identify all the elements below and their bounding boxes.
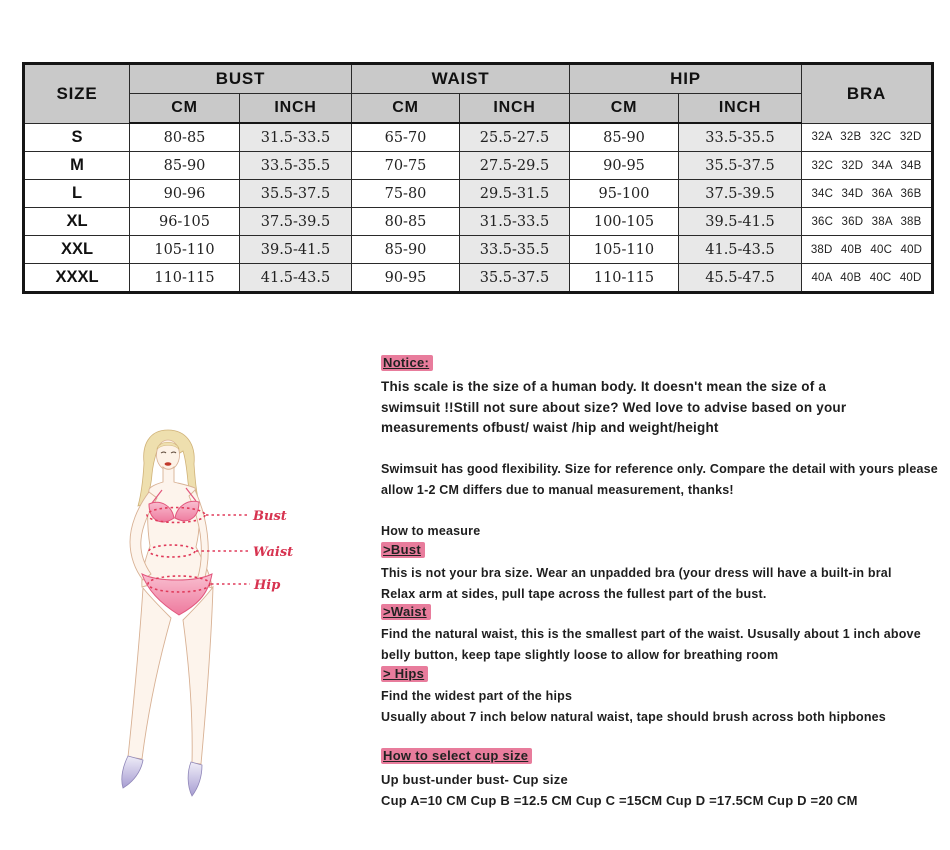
size-cell: XXXL — [24, 264, 130, 293]
size-cell: S — [24, 123, 130, 152]
hip-inch-cell: 33.5-35.5 — [679, 123, 802, 152]
bust-inch-cell: 41.5-43.5 — [240, 264, 352, 293]
hip-figure-label: Hip — [254, 578, 281, 593]
size-cell: L — [24, 180, 130, 208]
figure-left-shoe — [122, 756, 143, 788]
bust-inch-cell: 35.5-37.5 — [240, 180, 352, 208]
bust-cm-cell: 105-110 — [130, 236, 240, 264]
notice-heading — [381, 355, 941, 371]
header-row-units — [24, 94, 933, 124]
bust-inch-cell: 39.5-41.5 — [240, 236, 352, 264]
hip-cm-cell: 85-90 — [570, 123, 679, 152]
hip-inch-cell: 39.5-41.5 — [679, 208, 802, 236]
col-subheader-hip-cm: CM — [570, 94, 679, 124]
notice-line: measurements ofbust/ waist /hip and weight/height — [381, 420, 719, 435]
size-cell: XL — [24, 208, 130, 236]
hip-inch-cell: 37.5-39.5 — [679, 180, 802, 208]
bust-section-text — [381, 563, 941, 604]
size-cell: M — [24, 152, 130, 180]
notice-highlight: Notice: — [381, 355, 433, 371]
waist-inch-cell: 25.5-27.5 — [460, 123, 570, 152]
flexibility-line: Swimsuit has good flexibility. Size for reference only. Compare the detail with yours please — [381, 462, 938, 476]
waist-inch-cell: 27.5-29.5 — [460, 152, 570, 180]
hips-line: Usually about 7 inch below natural waist, tape should brush across both hipbones — [381, 710, 886, 724]
cup-size-text — [381, 769, 941, 811]
bust-cm-cell: 80-85 — [130, 123, 240, 152]
bust-inch-cell: 31.5-33.5 — [240, 123, 352, 152]
how-to-measure-title: How to measure — [381, 524, 481, 538]
bust-line: Relax arm at sides, pull tape across the fullest part of the bust. — [381, 586, 767, 601]
bra-cell: 34C 34D 36A 36B — [802, 180, 933, 208]
flexibility-line: allow 1-2 CM differs due to manual measurement, thanks! — [381, 483, 734, 497]
col-header-bra: BRA — [802, 64, 933, 124]
bra-cell: 32A 32B 32C 32D — [802, 123, 933, 152]
size-chart-table-section — [22, 62, 934, 294]
table-row — [24, 264, 933, 293]
figure-lips — [165, 462, 172, 465]
waist-line: belly button, keep tape slightly loose to allow for breathing room — [381, 647, 779, 662]
waist-figure-label: Waist — [253, 545, 294, 560]
col-header-hip: HIP — [570, 64, 802, 94]
hip-cm-cell: 100-105 — [570, 208, 679, 236]
table-row — [24, 180, 933, 208]
col-subheader-hip-inch: INCH — [679, 94, 802, 124]
notice-paragraph — [381, 377, 941, 439]
waist-cm-cell: 90-95 — [352, 264, 460, 293]
cup-size-heading — [381, 748, 941, 764]
col-header-waist: WAIST — [352, 64, 570, 94]
bra-cell: 40A 40B 40C 40D — [802, 264, 933, 293]
hips-highlight: > Hips — [381, 666, 428, 682]
hip-inch-cell: 35.5-37.5 — [679, 152, 802, 180]
hips-section-text — [381, 686, 941, 728]
bust-line: This is not your bra size. Wear an unpadded bra (your dress will have a built-in bral — [381, 566, 892, 580]
size-chart-table — [22, 62, 934, 294]
hip-inch-cell: 41.5-43.5 — [679, 236, 802, 264]
waist-highlight: >Waist — [381, 604, 431, 620]
waist-cm-cell: 80-85 — [352, 208, 460, 236]
bust-inch-cell: 33.5-35.5 — [240, 152, 352, 180]
hip-cm-cell: 105-110 — [570, 236, 679, 264]
size-cell: XXL — [24, 236, 130, 264]
notice-line: This scale is the size of a human body. It doesn't mean the size of a — [381, 379, 827, 394]
waist-cm-cell: 75-80 — [352, 180, 460, 208]
table-row — [24, 152, 933, 180]
measurement-figure — [103, 424, 358, 819]
bust-cm-cell: 85-90 — [130, 152, 240, 180]
waist-cm-cell: 85-90 — [352, 236, 460, 264]
bra-cell: 38D 40B 40C 40D — [802, 236, 933, 264]
hip-cm-cell: 95-100 — [570, 180, 679, 208]
col-subheader-bust-cm: CM — [130, 94, 240, 124]
cup-size-highlight: How to select cup size — [381, 748, 532, 764]
figure-left-leg — [128, 588, 171, 759]
waist-section-text — [381, 624, 941, 665]
bust-figure-label: Bust — [253, 509, 287, 524]
figure-right-leg — [183, 587, 213, 764]
waist-inch-cell: 31.5-33.5 — [460, 208, 570, 236]
hip-cm-cell: 90-95 — [570, 152, 679, 180]
bust-cm-cell: 90-96 — [130, 180, 240, 208]
bust-cm-cell: 110-115 — [130, 264, 240, 293]
figure-right-shoe — [188, 762, 202, 796]
col-subheader-waist-cm: CM — [352, 94, 460, 124]
waist-section-heading — [381, 604, 941, 620]
cup-line: Cup A=10 CM Cup B =12.5 CM Cup C =15CM Cup D =17.5CM Cup D =20 CM — [381, 793, 858, 808]
notice-line: swimsuit !!Still not sure about size? Wed love to advise based on your — [381, 399, 847, 415]
bra-cell: 32C 32D 34A 34B — [802, 152, 933, 180]
waist-inch-cell: 29.5-31.5 — [460, 180, 570, 208]
flexibility-paragraph — [381, 459, 941, 501]
waist-line: Find the natural waist, this is the smallest part of the waist. Ususally about 1 inch above — [381, 627, 921, 641]
hips-section-heading — [381, 666, 941, 682]
waist-inch-cell: 33.5-35.5 — [460, 236, 570, 264]
table-row — [24, 236, 933, 264]
col-subheader-waist-inch: INCH — [460, 94, 570, 124]
cup-line: Up bust-under bust- Cup size — [381, 772, 568, 787]
hip-cm-cell: 110-115 — [570, 264, 679, 293]
col-subheader-bust-inch: INCH — [240, 94, 352, 124]
waist-cm-cell: 70-75 — [352, 152, 460, 180]
table-row — [24, 123, 933, 152]
bust-highlight: >Bust — [381, 542, 425, 558]
col-header-bust: BUST — [130, 64, 352, 94]
bust-cm-cell: 96-105 — [130, 208, 240, 236]
hip-inch-cell: 45.5-47.5 — [679, 264, 802, 293]
waist-cm-cell: 65-70 — [352, 123, 460, 152]
col-header-size: SIZE — [24, 64, 130, 124]
bust-inch-cell: 37.5-39.5 — [240, 208, 352, 236]
table-row — [24, 208, 933, 236]
header-row-groups — [24, 64, 933, 94]
hips-line: Find the widest part of the hips — [381, 689, 573, 703]
bra-cell: 36C 36D 38A 38B — [802, 208, 933, 236]
bust-section-heading — [381, 542, 941, 558]
waist-inch-cell: 35.5-37.5 — [460, 264, 570, 293]
